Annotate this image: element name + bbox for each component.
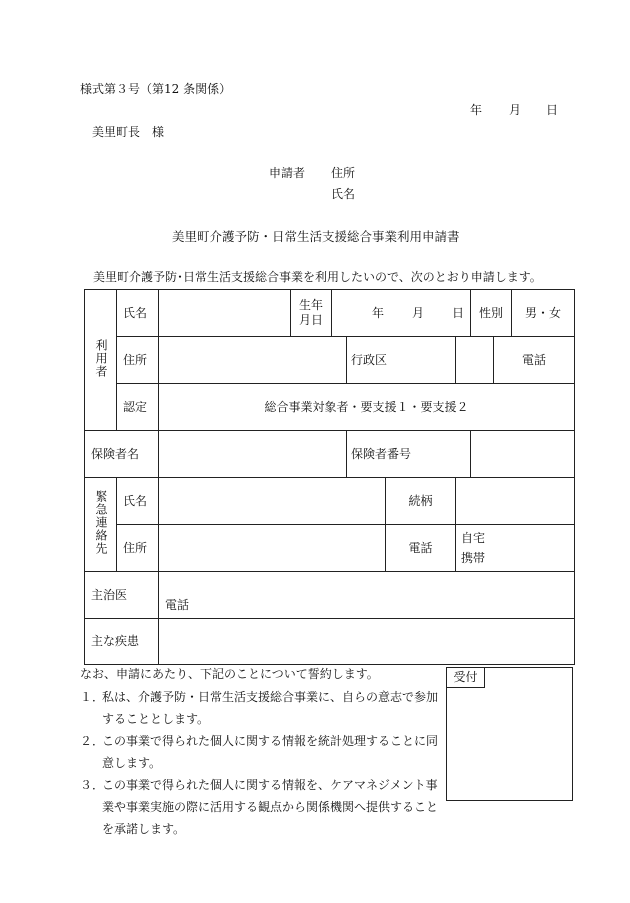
- insurer-row: [85, 431, 575, 478]
- certification-options[interactable]: 総合事業対象者・要支援１・要支援２: [159, 384, 575, 431]
- disease-row: [85, 619, 575, 665]
- note-item: [80, 730, 440, 774]
- doctor-row: [85, 572, 575, 619]
- doctor-phone-label: 電話: [165, 598, 190, 612]
- birth-month-label: 月: [412, 305, 425, 320]
- emergency-group-cell: [85, 478, 117, 572]
- user-group-label: 利用者: [94, 338, 108, 378]
- user-name-label: 氏名: [117, 290, 159, 337]
- user-phone-label: 電話: [494, 337, 575, 384]
- user-name-field[interactable]: [159, 290, 291, 337]
- date-day-label: 日: [546, 103, 559, 117]
- insurer-number-field[interactable]: [471, 431, 575, 478]
- emergency-group-label: 緊急連絡先: [94, 490, 108, 555]
- certification-label: 認定: [117, 384, 159, 431]
- notes-lead: なお、申請にあたり、下記のことについて誓約します。: [80, 667, 379, 681]
- note-item: [80, 686, 440, 730]
- ward-label: 行政区: [347, 337, 456, 384]
- disease-label: 主な疾患: [85, 619, 159, 665]
- birth-date-field[interactable]: [332, 290, 471, 337]
- relation-field[interactable]: [456, 478, 575, 525]
- insurer-number-label: 保険者番号: [347, 431, 471, 478]
- intro-text: 美里町介護予防･日常生活支援総合事業を利用したいので、次のとおり申請します。: [93, 270, 542, 284]
- insurer-name-field[interactable]: [159, 431, 347, 478]
- note-number: ３．: [80, 778, 105, 792]
- pledge-notes: [80, 666, 440, 840]
- emergency-address-field[interactable]: [159, 525, 386, 572]
- date-year-label: 年: [470, 103, 483, 117]
- applicant-name-label: 氏名: [331, 187, 356, 201]
- user-address-label: 住所: [117, 337, 159, 384]
- user-group-cell: [85, 290, 117, 431]
- doctor-field[interactable]: [159, 572, 575, 619]
- note-item: [80, 774, 440, 840]
- reception-label: 受付: [447, 668, 485, 688]
- doctor-label: 主治医: [85, 572, 159, 619]
- note-number: ２．: [80, 734, 105, 748]
- document-title: 美里町介護予防・日常生活支援総合事業利用申請書: [172, 229, 460, 244]
- applicant-address-label: 住所: [331, 166, 356, 180]
- insurer-name-label: 保険者名: [85, 431, 159, 478]
- emergency-name-row: [85, 478, 575, 525]
- note-number: １．: [80, 690, 105, 704]
- note-text: この事業で得られた個人に関する情報を、ケアマネジメント事業や事業実施の際に活用する観点から関係機関へ提供することを承諾します。: [102, 778, 439, 836]
- application-form-table: [84, 289, 575, 665]
- mobile-phone-label: 携帯: [461, 551, 486, 565]
- reception-box: [446, 667, 573, 801]
- home-phone-label: 自宅: [461, 531, 486, 545]
- form-number: 様式第３号（第12 条関係）: [80, 82, 232, 96]
- birth-day-label: 日: [452, 305, 465, 320]
- emergency-phone-label: 電話: [386, 525, 456, 572]
- sex-options[interactable]: 男・女: [512, 290, 575, 337]
- disease-field[interactable]: [159, 619, 575, 665]
- emergency-name-field[interactable]: [159, 478, 386, 525]
- ward-field[interactable]: [456, 337, 494, 384]
- user-name-row: [85, 290, 575, 337]
- certification-row: [85, 384, 575, 431]
- emergency-phone-field[interactable]: [456, 525, 575, 572]
- addressee: 美里町長 様: [92, 125, 165, 139]
- note-text: 私は、介護予防・日常生活支援総合事業に、自らの意志で参加することとします。: [102, 690, 439, 726]
- applicant-label: 申請者: [269, 166, 306, 180]
- date-month-label: 月: [509, 103, 522, 117]
- relation-label: 続柄: [386, 478, 456, 525]
- birth-label-2: 月日: [298, 313, 323, 327]
- sex-label: 性別: [471, 290, 512, 337]
- note-text: この事業で得られた個人に関する情報を統計処理することに同意します。: [102, 734, 439, 770]
- birth-year-label: 年: [372, 305, 385, 320]
- user-address-field[interactable]: [159, 337, 347, 384]
- emergency-address-label: 住所: [117, 525, 159, 572]
- emergency-address-row: [85, 525, 575, 572]
- emergency-name-label: 氏名: [117, 478, 159, 525]
- user-address-row: [85, 337, 575, 384]
- birth-label-1: 生年: [298, 298, 323, 312]
- birth-label-cell: [291, 290, 332, 337]
